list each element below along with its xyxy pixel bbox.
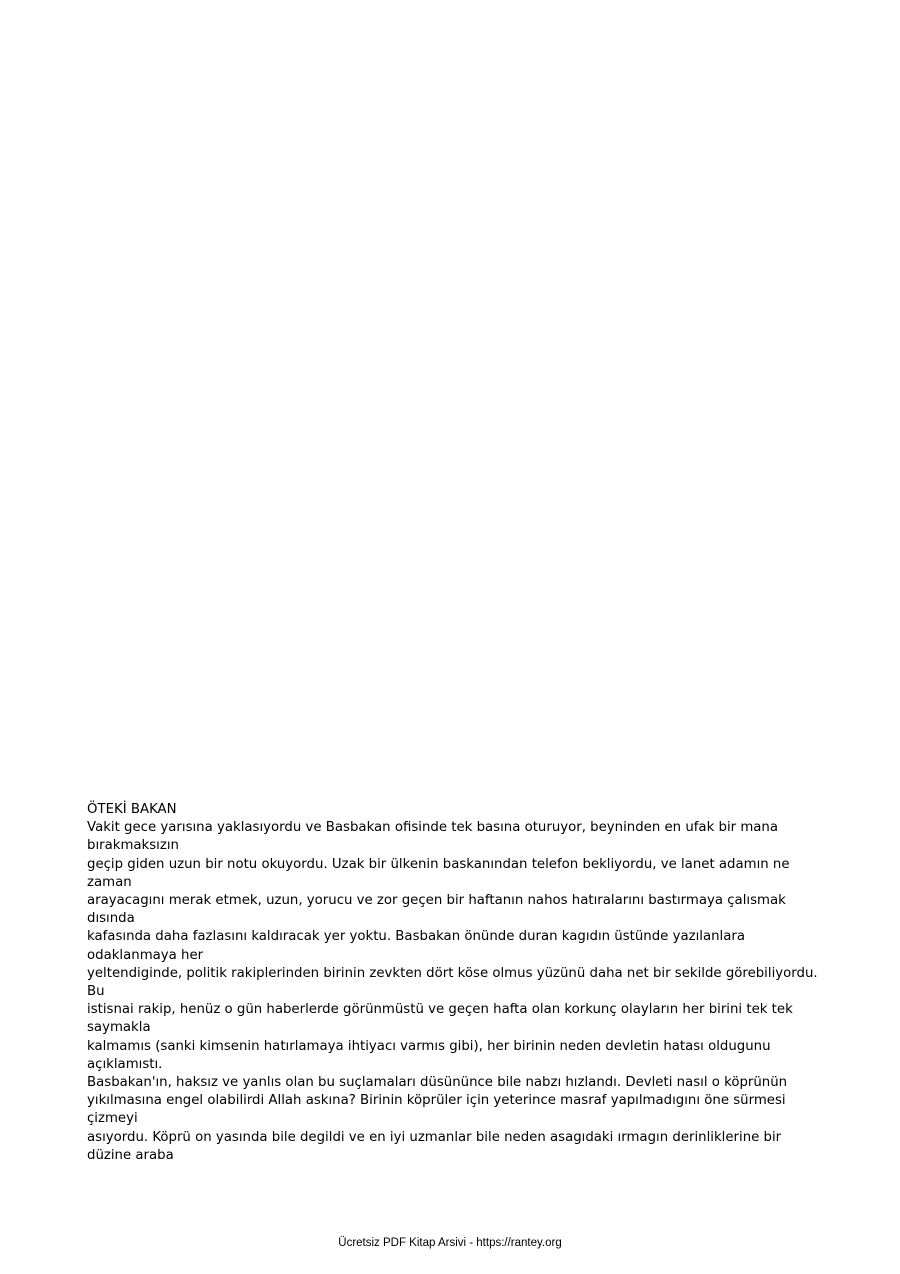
text-line: kalmamıs (sanki kimsenin hatırlamaya ihtiyacı varmıs gibi), her birinin neden devletin hatası oldugunu — [87, 1038, 771, 1054]
text-line: Bu — [87, 984, 105, 1000]
page-footer: Ücretsiz PDF Kitap Arsivi - https://rantey.org — [338, 1237, 562, 1249]
text-line: odaklanmaya her — [87, 947, 204, 963]
text-line: saymakla — [87, 1020, 151, 1036]
document-body — [87, 801, 827, 1165]
text-line: arayacagını merak etmek, uzun, yorucu ve zor geçen bir haftanın nahos hatıralarını bastırmaya çalısmak — [87, 893, 786, 909]
document-title: ÖTEKİ BAKAN — [87, 802, 177, 817]
text-line: Vakit gece yarısına yaklasıyordu ve Basbakan ofisinde tek basına oturuyor, beyninden en ufak bir mana — [87, 820, 779, 836]
text-line: düzine araba — [87, 1147, 174, 1163]
text-line: istisnai rakip, henüz o gün haberlerde görünmüstü ve geçen hafta olan korkunç olayların her birini tek tek — [87, 1002, 793, 1018]
text-line: kafasında daha fazlasını kaldıracak yer yoktu. Basbakan önünde duran kagıdın üstünde yazılanlara — [87, 929, 745, 945]
text-line: zaman — [87, 874, 132, 890]
text-line: açıklamıstı. — [87, 1056, 163, 1072]
text-line: yeltendiginde, politik rakiplerinden birinin zevkten dört köse olmus yüzünü daha net bir sekilde görebiliyordu. — [87, 965, 818, 981]
text-line: dısında — [87, 911, 135, 927]
text-line: geçip giden uzun bir notu okuyordu. Uzak bir ülkenin baskanından telefon bekliyordu, ve lanet adamın ne — [87, 856, 790, 872]
text-line: Basbakan'ın, haksız ve yanlıs olan bu suçlamaları düsününce bile nabzı hızlandı. Devleti nasıl o köprünün — [87, 1075, 788, 1091]
text-line: yıkılmasına engel olabilirdi Allah askına? Birinin köprüler için yeterince masraf yapılmadıgını öne sürmesi — [87, 1093, 786, 1109]
text-line: bırakmaksızın — [87, 838, 179, 854]
text-line: asıyordu. Köprü on yasında bile degildi ve en iyi uzmanlar bile neden asagıdaki ırmagın derinliklerine bir — [87, 1129, 782, 1145]
text-line: çizmeyi — [87, 1111, 138, 1127]
